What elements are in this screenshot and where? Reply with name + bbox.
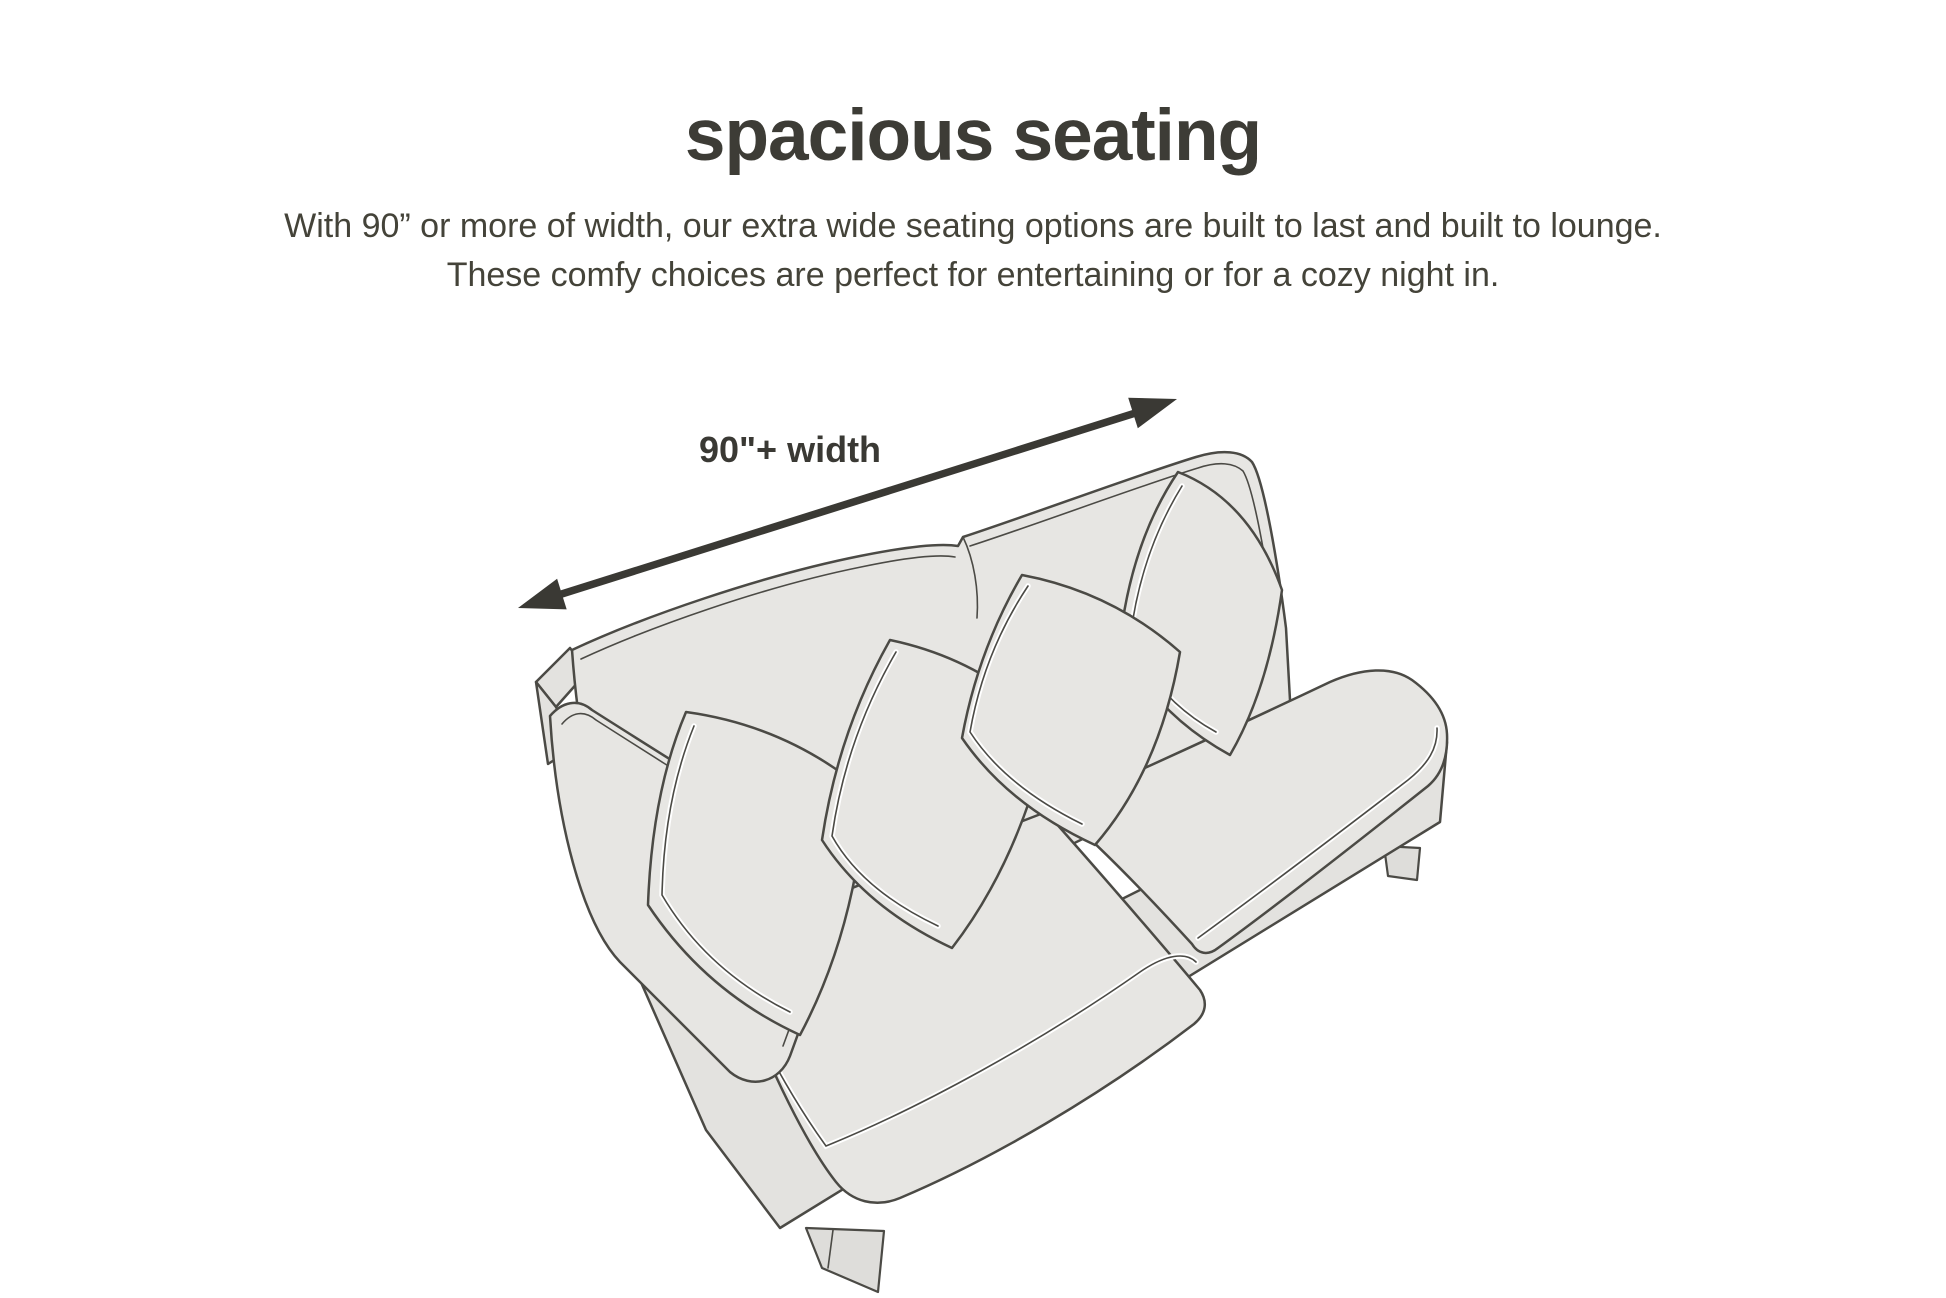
arrow-label: 90"+ width [698,429,882,470]
sofa-foot-front [806,1228,884,1292]
subtitle-line-2: These comfy choices are perfect for entertaining or for a cozy night in. [446,256,1500,295]
subtitle-line-1: With 90” or more of width, our extra wide seating options are built to last and built to lounge. [284,207,1662,246]
subtitle [173,202,1773,300]
sofa-illustration [536,452,1447,1292]
header [0,0,1946,300]
page-title: spacious seating [684,95,1262,176]
